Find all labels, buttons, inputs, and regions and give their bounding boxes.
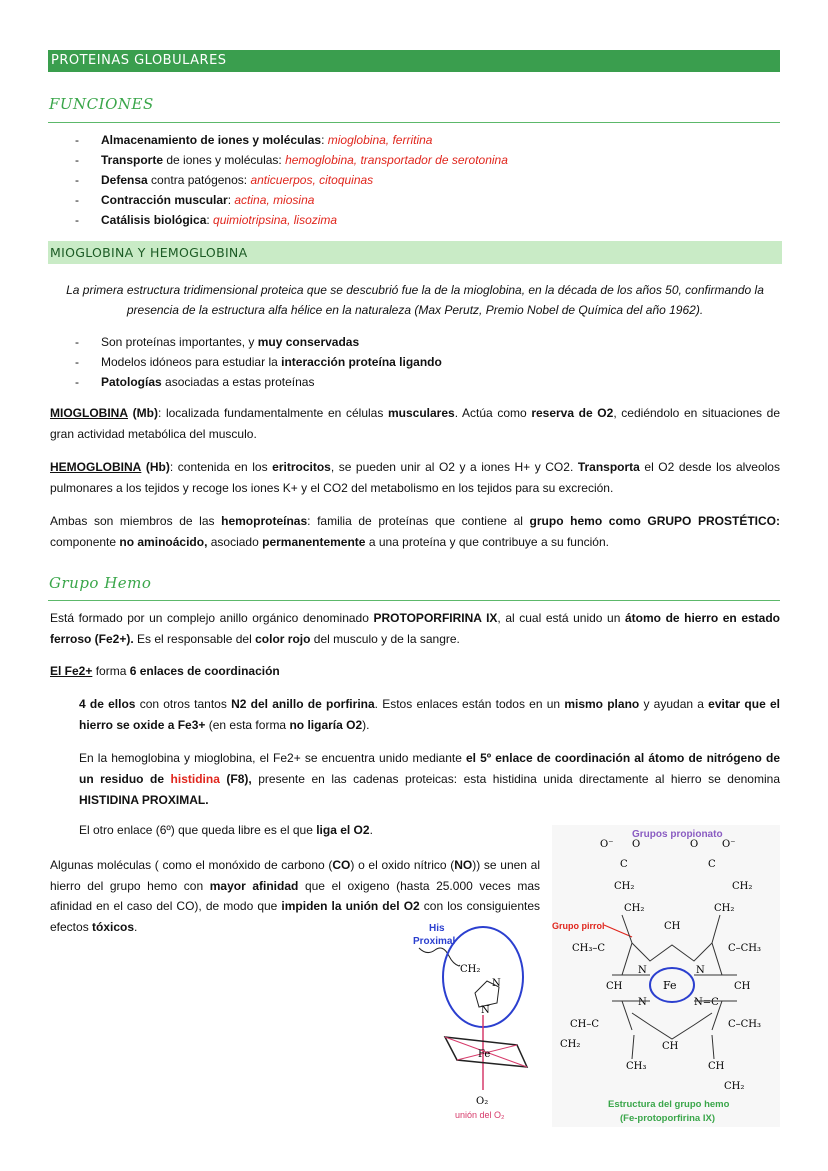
atom-label: CH bbox=[606, 981, 623, 992]
atom-label: O⁻ bbox=[600, 839, 614, 850]
mioglobina-paragraph: MIOGLOBINA (Mb): localizada fundamentalmente en células musculares. Actúa como reserva de O2, cediéndolo en situaciones de gran actividad metabólica del musculo. bbox=[50, 406, 781, 441]
his-label: His bbox=[429, 923, 445, 934]
atom-label: CH bbox=[734, 981, 751, 992]
hemo-paragraph-1: Está formado por un complejo anillo orgánico denominado PROTOPORFIRINA IX, al cual está unido un átomo de hierro en estado ferroso (Fe2+). Es el responsable del color rojo del musculo y de la sangre. bbox=[50, 611, 780, 646]
atom-label: CH bbox=[664, 921, 681, 932]
propionato-label: Grupos propionato bbox=[632, 829, 723, 840]
atom-label: O⁻ bbox=[722, 839, 736, 850]
hemoglobina-paragraph: HEMOGLOBINA (Hb): contenida en los eritrocitos, se pueden unir al O2 y a iones H+ y CO2. Transporta el O2 desde los alveolos pulmonares a los tejidos y recoge los iones K+ y el CO2 del metabolismo en los tejidos para su excreción. bbox=[50, 460, 780, 495]
atom-label: CH₂ bbox=[614, 881, 635, 892]
proximal-label: Proximal bbox=[413, 936, 456, 947]
list-item: - Transporte de iones y moléculas: hemoglobina, transportador de serotonina bbox=[75, 150, 775, 170]
caption-line-2: (Fe-protoporfirina IX) bbox=[620, 1113, 715, 1124]
list-item: - Contracción muscular: actina, miosina bbox=[75, 190, 775, 210]
atom-label: CH₃ bbox=[626, 1061, 647, 1072]
list-item: - Modelos idóneos para estudiar la interacción proteína ligando bbox=[75, 352, 775, 372]
list-item: - Catálisis biológica: quimiotripsina, lisozima bbox=[75, 210, 775, 230]
union-label: unión del O₂ bbox=[455, 1110, 505, 1120]
hemo-paragraph-6: Algunas moléculas ( como el monóxido de carbono (CO) o el oxido nítrico (NO)) se unen al hierro del grupo hemo con mayor afinidad que el oxigeno (hasta 25.000 veces mas afinidad en el caso del CO), de modo que impiden la unión del O2 con los consiguientes efectos tóxicos. bbox=[50, 858, 541, 934]
histidine-proximal-figure bbox=[405, 915, 550, 1125]
fe-label: Fe bbox=[663, 979, 677, 992]
atom-label: C–CH₃ bbox=[728, 1019, 762, 1030]
atom-label: N bbox=[638, 965, 647, 976]
mioglobina-list bbox=[75, 332, 775, 392]
hemo-paragraph-2: El Fe2+ forma 6 enlaces de coordinación bbox=[50, 664, 280, 678]
atom-label: CH bbox=[708, 1061, 725, 1072]
list-item: - Defensa contra patógenos: anticuerpos, citoquinas bbox=[75, 170, 775, 190]
list-item: - Son proteínas importantes, y muy conservadas bbox=[75, 332, 775, 352]
page-header: PROTEINAS GLOBULARES bbox=[48, 50, 780, 72]
atom-label: CH₂ bbox=[560, 1039, 581, 1050]
pirrol-label: Grupo pirrol bbox=[552, 921, 605, 931]
section-title-grupo-hemo: Grupo Hemo bbox=[49, 574, 152, 592]
atom-label: O bbox=[632, 839, 641, 850]
atom-label: C–CH₃ bbox=[728, 943, 762, 954]
atom-label: CH₂ bbox=[624, 903, 645, 914]
atom-label: CH₂ bbox=[714, 903, 735, 914]
list-item: - Patologías asociadas a estas proteínas bbox=[75, 372, 775, 392]
section-rule bbox=[48, 600, 780, 601]
atom-label: O bbox=[690, 839, 699, 850]
chain-squiggle bbox=[419, 948, 460, 966]
atom-label: N bbox=[638, 997, 647, 1008]
atom-label: CH bbox=[662, 1041, 679, 1052]
fe-label: Fe bbox=[478, 1049, 491, 1060]
atom-label: C bbox=[708, 859, 716, 870]
funciones-list bbox=[75, 130, 775, 230]
section-rule bbox=[48, 122, 780, 123]
atom-label: N=C bbox=[694, 997, 719, 1008]
hemo-paragraph-4: En la hemoglobina y mioglobina, el Fe2+ se encuentra unido mediante el 5º enlace de coordinación al átomo de nitrógeno de un residuo de histidina (F8), presente en las cadenas proteicas: esta histidina unida directamente al hierro se denomina HISTIDINA PROXIMAL. bbox=[79, 751, 780, 807]
atom-label: CH₂ bbox=[732, 881, 753, 892]
list-item: - Almacenamiento de iones y moléculas: mioglobina, ferritina bbox=[75, 130, 775, 150]
atom-label: CH₃–C bbox=[572, 943, 606, 954]
atom-label: CH₂ bbox=[724, 1081, 745, 1092]
n-label: N bbox=[481, 1005, 490, 1016]
n-label: N bbox=[492, 978, 501, 989]
ch2-label: CH₂ bbox=[460, 964, 481, 975]
caption-line-1: Estructura del grupo hemo bbox=[608, 1099, 730, 1110]
ambas-paragraph: Ambas son miembros de las hemoproteínas: familia de proteínas que contiene al grupo hemo como GRUPO PROSTÉTICO: componente no aminoácido, asociado permanentemente a una proteína y que contribuye a su función. bbox=[50, 514, 780, 549]
figure-background bbox=[552, 825, 780, 1127]
heme-structure-figure bbox=[552, 825, 780, 1127]
atom-label: N bbox=[696, 965, 705, 976]
intro-paragraph: La primera estructura tridimensional proteica que se descubrió fue la de la mioglobina, en la década de los años 50, confirmando la presencia de la estructura alfa hélice en la naturaleza (Max Perutz, Premio Nobel de Química del año 1962). bbox=[66, 283, 764, 317]
atom-label: CH–C bbox=[570, 1019, 600, 1030]
section-title-mioglobina: MIOGLOBINA Y HEMOGLOBINA bbox=[48, 241, 782, 264]
hemo-paragraph-5: El otro enlace (6º) que queda libre es el que liga el O2. bbox=[79, 823, 373, 837]
atom-label: C bbox=[620, 859, 628, 870]
section-title-funciones: FUNCIONES bbox=[49, 95, 154, 113]
o2-label: O₂ bbox=[476, 1096, 489, 1107]
hemo-paragraph-3: 4 de ellos con otros tantos N2 del anillo de porfirina. Estos enlaces están todos en un mismo plano y ayudan a evitar que el hierro se oxide a Fe3+ (en esta forma no ligaría O2). bbox=[79, 697, 780, 732]
